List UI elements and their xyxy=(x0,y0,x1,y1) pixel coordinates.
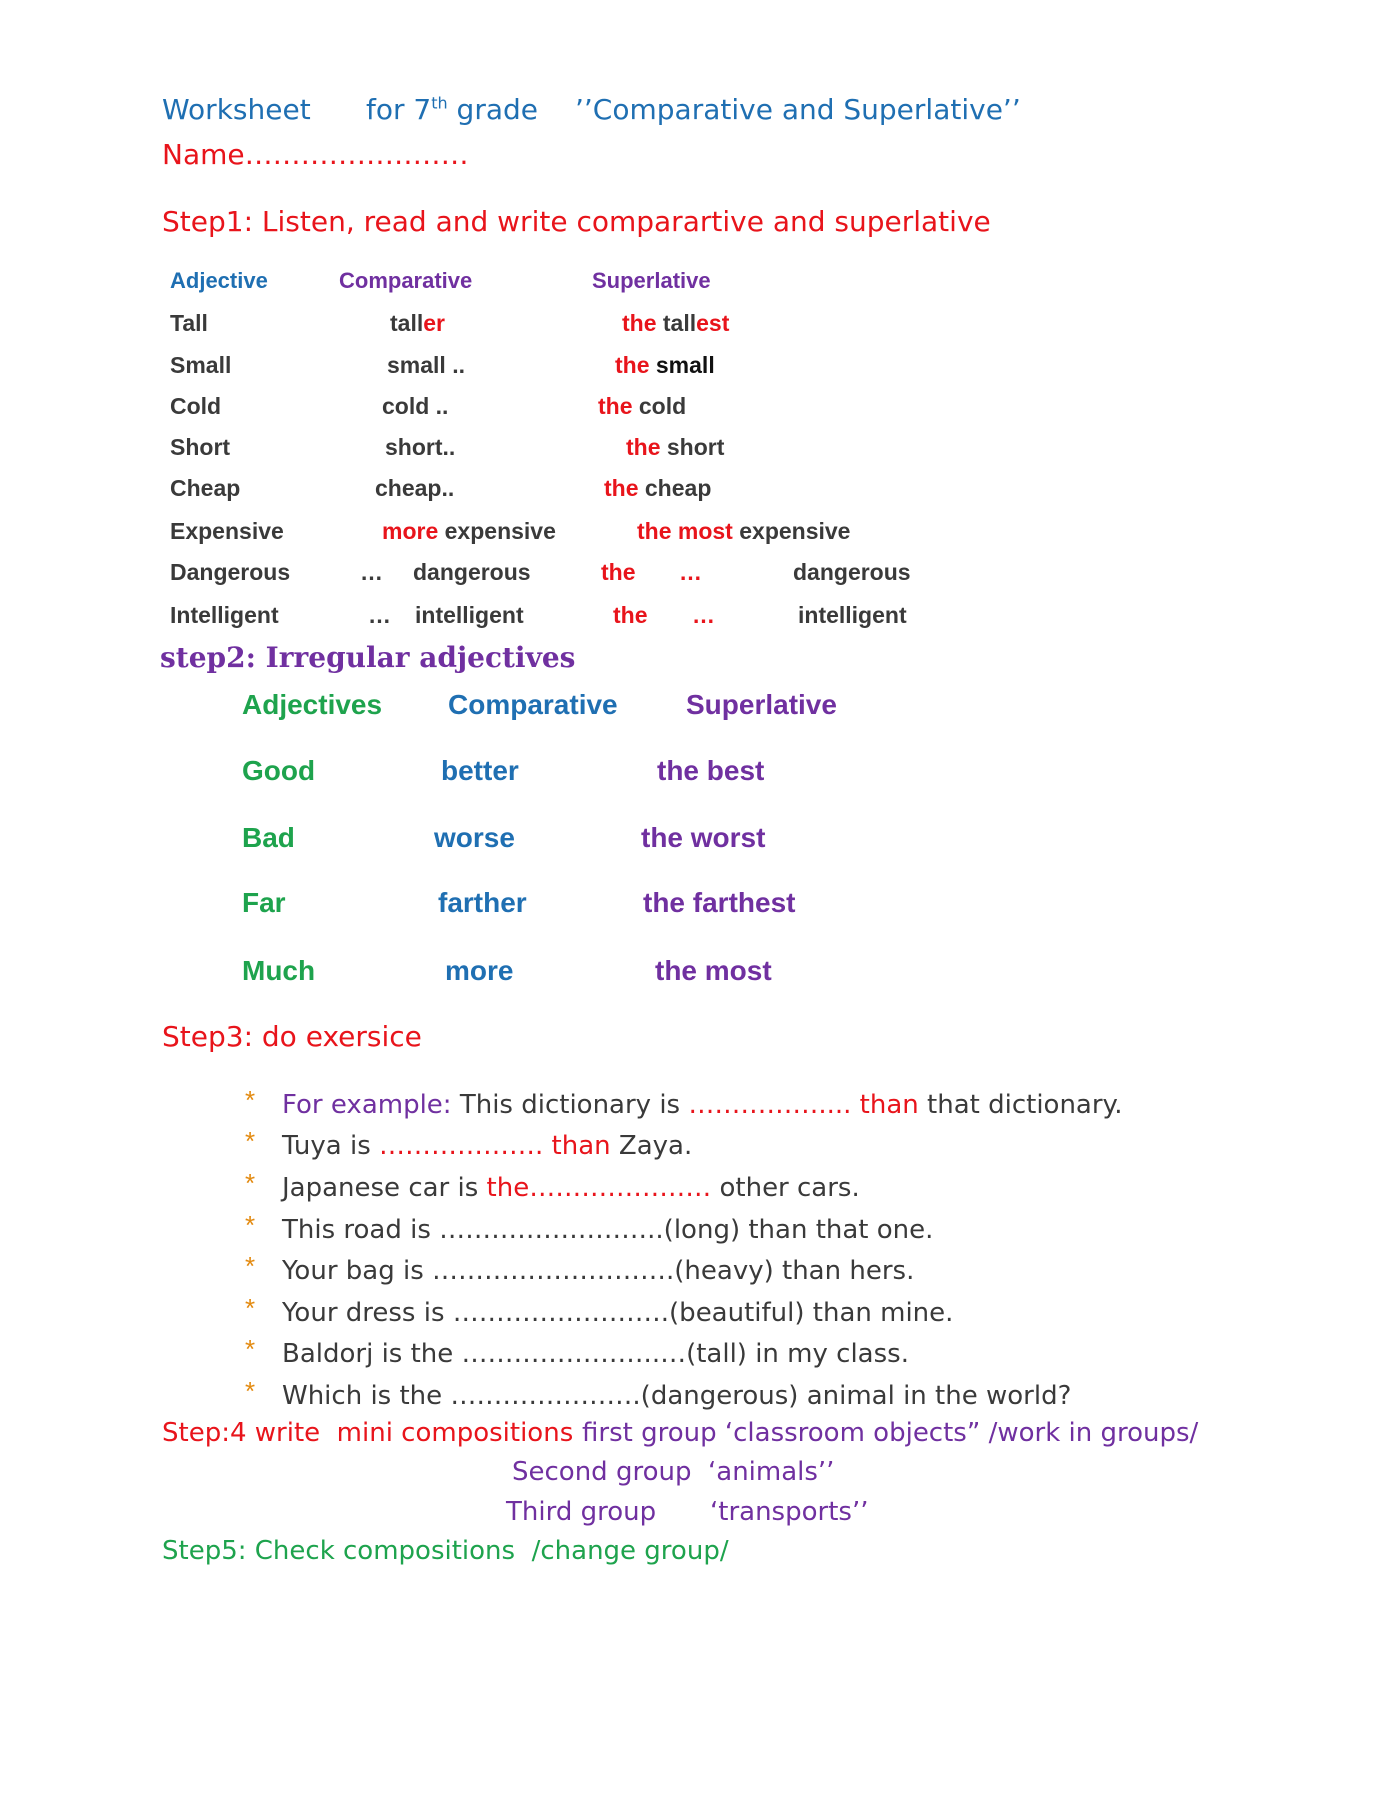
adj-tall: Tall xyxy=(170,310,208,336)
step5-title: Step5: Check compositions /change group/ xyxy=(162,1536,729,1566)
bullet-star-icon: * xyxy=(245,1293,256,1323)
example-end: that dictionary. xyxy=(918,1090,1123,1120)
sup-the-most: the most xyxy=(637,518,740,544)
exercise-text: Tuya is xyxy=(282,1131,380,1161)
bullet-star-icon: * xyxy=(245,1334,256,1364)
bullet-star-icon: * xyxy=(245,1210,256,1240)
sup-stem: short xyxy=(666,434,725,460)
exercise-end: Zaya. xyxy=(610,1131,693,1161)
comp-suffix: er xyxy=(423,310,445,336)
topic-title: ’’Comparative and Superlative’’ xyxy=(575,93,1021,126)
comp-dangerous-blank: … xyxy=(360,559,383,585)
example-label: For example: xyxy=(282,1090,460,1120)
irr-sup-best: the best xyxy=(657,755,765,786)
exercise-item-6: Your dress is …………………….(beautiful) than mine. xyxy=(282,1298,954,1328)
sup-intelligent-article: the xyxy=(613,602,648,628)
irr-sup-farthest: the farthest xyxy=(643,887,796,918)
comp-stem: expensive xyxy=(444,518,556,544)
grade-label xyxy=(366,93,538,126)
comp-intelligent-blank: … xyxy=(368,602,391,628)
example-text: This dictionary is xyxy=(459,1090,689,1120)
grade-number: for 7 xyxy=(366,93,432,126)
irr-comp-more: more xyxy=(445,955,514,986)
exercise-item-4: This road is ……………………..(long) than that one. xyxy=(282,1215,934,1245)
exercise-item-1 xyxy=(282,1090,1123,1120)
step4-third-group: Third group xyxy=(506,1497,657,1527)
sup-article: the xyxy=(622,310,663,336)
step4-first-group: first group ‘classroom objects” /work in groups/ xyxy=(582,1418,1199,1448)
sup-small xyxy=(615,352,715,379)
sup-article: the xyxy=(598,393,639,419)
sup-tall xyxy=(622,310,729,337)
sup-expensive xyxy=(637,518,850,545)
comp-dangerous: dangerous xyxy=(413,559,531,585)
step4-second-group: Second group ‘animals’’ xyxy=(512,1457,835,1487)
exercise-item-3 xyxy=(282,1173,860,1203)
adj-short: Short xyxy=(170,434,231,460)
exercise-end: other cars. xyxy=(711,1173,860,1203)
sup-stem: cheap xyxy=(644,475,712,501)
adj-cheap: Cheap xyxy=(170,475,241,501)
grade-suffix: th xyxy=(431,93,448,113)
sup-intelligent-blank: … xyxy=(692,602,715,628)
irr-adj-good: Good xyxy=(242,755,316,786)
step4-third-topic: ‘transports’’ xyxy=(710,1497,869,1527)
step1-header-comparative: Comparative xyxy=(339,268,473,293)
adj-cold: Cold xyxy=(170,393,222,419)
sup-article: the xyxy=(604,475,645,501)
step1-header-superlative: Superlative xyxy=(592,268,711,293)
adj-dangerous: Dangerous xyxy=(170,559,291,585)
adj-intelligent: Intelligent xyxy=(170,602,279,628)
irr-sup-most: the most xyxy=(655,955,772,986)
step1-title: Step1: Listen, read and write comparartive and superlative xyxy=(162,205,991,238)
worksheet-label: Worksheet xyxy=(162,93,311,126)
comp-expensive xyxy=(382,518,556,545)
exercise-item-8: Which is the ………………….(dangerous) animal in the world? xyxy=(282,1381,1072,1411)
step2-header-comparative: Comparative xyxy=(448,689,618,720)
sup-intelligent: intelligent xyxy=(798,602,907,628)
bullet-star-icon: * xyxy=(245,1085,256,1115)
sup-short xyxy=(626,434,724,461)
sup-dangerous-article: the xyxy=(601,559,636,585)
sup-article: the xyxy=(615,352,656,378)
adj-small: Small xyxy=(170,352,232,378)
comp-stem: tall xyxy=(390,310,424,336)
irr-adj-bad: Bad xyxy=(242,822,295,853)
grade-word: grade xyxy=(456,93,538,126)
irr-comp-worse: worse xyxy=(434,822,515,853)
exercise-item-7: Baldorj is the …………………..…(tall) in my class. xyxy=(282,1339,909,1369)
sup-suffix: est xyxy=(696,310,730,336)
bullet-star-icon: * xyxy=(245,1168,256,1198)
step2-header-adjectives: Adjectives xyxy=(242,689,383,720)
comp-tall xyxy=(390,310,445,337)
exercise-blank: the………………… xyxy=(486,1173,712,1203)
sup-dangerous: dangerous xyxy=(793,559,911,585)
sup-cheap xyxy=(604,475,711,502)
sup-stem: small xyxy=(655,352,715,378)
step2-header-superlative: Superlative xyxy=(686,689,837,720)
irr-comp-better: better xyxy=(441,755,519,786)
step3-title: Step3: do exersice xyxy=(162,1020,422,1053)
irr-sup-worst: the worst xyxy=(641,822,766,853)
sup-stem: tall xyxy=(662,310,697,336)
comp-cold: cold .. xyxy=(382,393,449,419)
bullet-star-icon: * xyxy=(245,1126,256,1156)
exercise-text: Japanese car is xyxy=(282,1173,487,1203)
comp-short: short.. xyxy=(385,434,456,460)
bullet-star-icon: * xyxy=(245,1251,256,1281)
sup-article: the xyxy=(626,434,667,460)
comp-small: small .. xyxy=(387,352,465,378)
step1-header-adjective: Adjective xyxy=(170,268,268,293)
exercise-blank: ………………. than xyxy=(379,1131,611,1161)
comp-intelligent: intelligent xyxy=(415,602,524,628)
sup-cold xyxy=(598,393,686,420)
comp-more: more xyxy=(382,518,445,544)
adj-expensive: Expensive xyxy=(170,518,284,544)
step4-title: Step:4 write mini compositions xyxy=(162,1418,574,1448)
irr-comp-farther: farther xyxy=(438,887,527,918)
step2-title: step2: Irregular adjectives xyxy=(160,641,576,674)
bullet-star-icon: * xyxy=(245,1376,256,1406)
irr-adj-much: Much xyxy=(242,955,316,986)
exercise-item-2 xyxy=(282,1131,692,1161)
irr-adj-far: Far xyxy=(242,887,286,918)
sup-stem: expensive xyxy=(739,518,851,544)
example-blank: …………….... than xyxy=(688,1090,919,1120)
exercise-item-5: Your bag is ……………………….(heavy) than hers. xyxy=(282,1256,915,1286)
comp-cheap: cheap.. xyxy=(375,475,455,501)
name-field: Name…………………… xyxy=(162,138,469,171)
sup-dangerous-blank: … xyxy=(679,559,702,585)
sup-stem: cold xyxy=(638,393,687,419)
